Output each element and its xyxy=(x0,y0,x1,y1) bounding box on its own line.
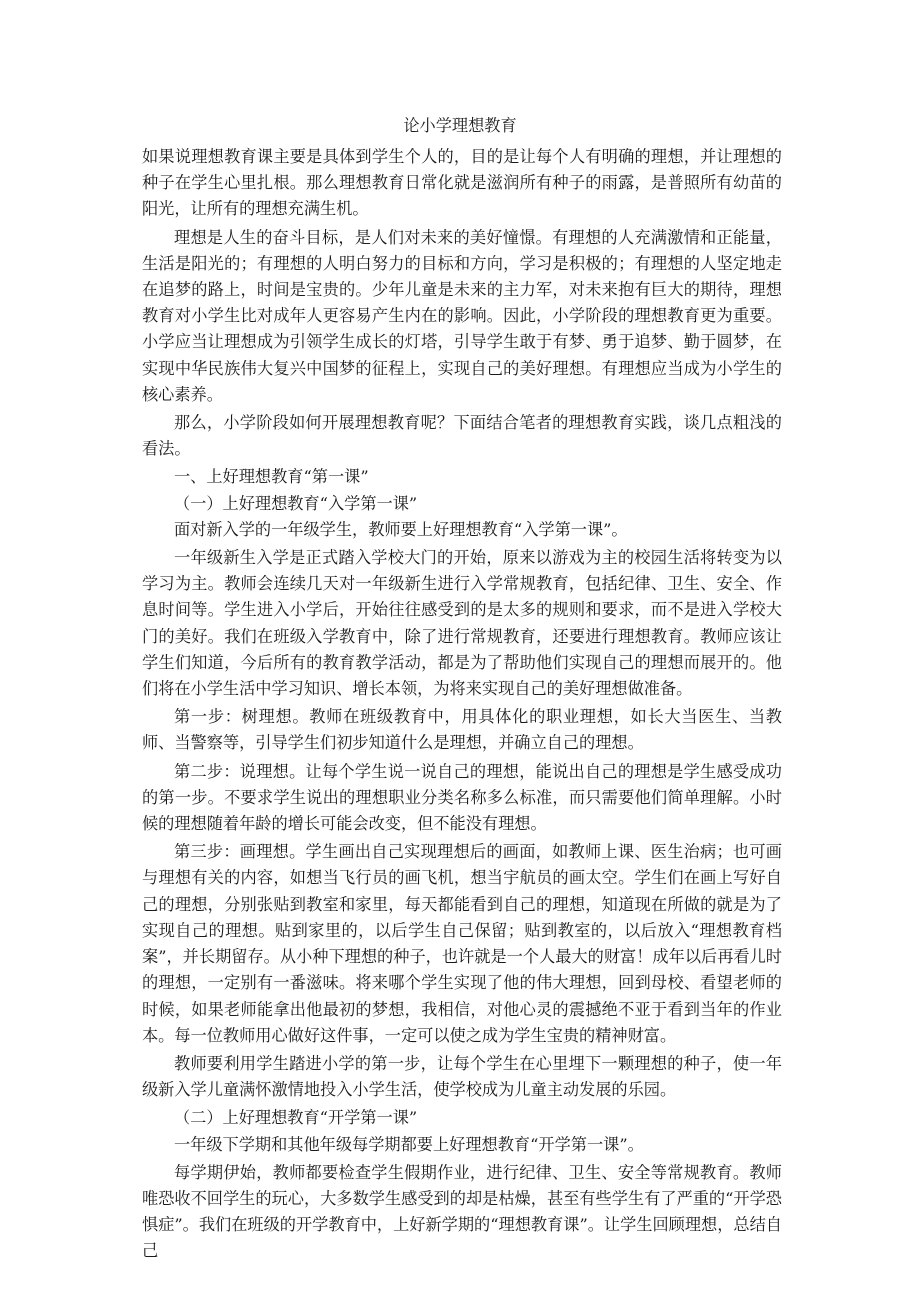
paragraph: 理想是人生的奋斗目标，是人们对未来的美好憧憬。有理想的人充满激情和正能量，生活是阳光的；有理想的人明白努力的目标和方向，学习是积极的；有理想的人坚定地走在追梦的路上，时间是宝贵的。少年儿童是未来的主力军，对未来抱有巨大的期待，理想教育对小学生比对成年人更容易产生内在的影响。因此，小学阶段的理想教育更为重要。小学应当让理想成为引领学生成长的灯塔，引导学生敢于有梦、勇于追梦、勤于圆梦，在实现中华民族伟大复兴中国梦的征程上，实现自己的美好理想。有理想应当成为小学生的核心素养。 xyxy=(142,227,782,404)
paragraph: 面对新入学的一年级学生，教师要上好理想教育“入学第一课”。 xyxy=(174,519,628,539)
document-title: 论小学理想教育 xyxy=(403,116,517,135)
subsection-heading: （一）上好理想教育“入学第一课” xyxy=(174,493,418,513)
paragraph: 第一步：树理想。教师在班级教育中，用具体化的职业理想，如长大当医生、当教师、当警察等，引导学生们初步知道什么是理想，并确立自己的理想。 xyxy=(142,707,782,753)
paragraph: 一年级新生入学是正式踏入学校大门的开始，原来以游戏为主的校园生活将转变为以学习为主。教师会连续几天对一年级新生进行入学常规教育，包括纪律、卫生、安全、作息时间等。学生进入小学后，开始往往感受到的是太多的规则和要求，而不是进入学校大门的美好。我们在班级入学教育中，除了进行常规教育，还要进行理想教育。教师应该让学生们知道，今后所有的教育教学活动，都是为了帮助他们实现自己的理想而展开的。他们将在小学生活中学习知识、增长本领，为将来实现自己的美好理想做准备。 xyxy=(142,548,782,699)
paragraph: 每学期伊始，教师都要检查学生假期作业，进行纪律、卫生、安全等常规教育。教师唯恐收不回学生的玩心，大多数学生感受到的却是枯燥，甚至有些学生有了严重的“开学恐惧症”。我们在班级的开学教育中，上好新学期的“理想教育课”。让学生回顾理想，总结自己 xyxy=(142,1162,782,1261)
paragraph: 第三步：画理想。学生画出自己实现理想后的画面，如教师上课、医生治病；也可画与理想有关的内容，如想当飞行员的画飞机，想当宇航员的画太空。学生们在画上写好自己的理想，分别张贴到教室和家里，每天都能看到自己的理想，知道现在所做的就是为了实现自己的理想。贴到家里的，以后学生自己保留；贴到教室的，以后放入“理想教育档案”，并长期留存。从小种下理想的种子，也许就是一个人最大的财富！成年以后再看儿时的理想，一定别有一番滋味。将来哪个学生实现了他的伟大理想，回到母校、看望老师的时候，如果老师能拿出他最初的梦想，我相信，对他心灵的震撼绝不亚于看到当年的作业本。每一位教师用心做好这件事，一定可以使之成为学生宝贵的精神财富。 xyxy=(142,842,782,1045)
section-heading: 一、上好理想教育“第一课” xyxy=(174,467,369,487)
document-body xyxy=(142,144,782,1265)
subsection-heading: （二）上好理想教育“开学第一课” xyxy=(174,1108,418,1128)
paragraph: 教师要利用学生踏进小学的第一步，让每个学生在心里埋下一颗理想的种子，使一年级新入学儿童满怀激情地投入小学生活，使学校成为儿童主动发展的乐园。 xyxy=(142,1053,782,1100)
paragraph: 一年级下学期和其他年级每学期都要上好理想教育“开学第一课”。 xyxy=(174,1134,644,1154)
paragraph-intro: 如果说理想教育课主要是具体到学生个人的，目的是让每个人有明确的理想，并让理想的种子在学生心里扎根。那么理想教育日常化就是滋润所有种子的雨露，是普照所有幼苗的阳光，让所有的理想充满生机。 xyxy=(142,147,782,219)
paragraph: 第二步：说理想。让每个学生说一说自己的理想，能说出自己的理想是学生感受成功的第一步。不要求学生说出的理想职业分类名称多么标准，而只需要他们简单理解。小时候的理想随着年龄的增长可能会改变，但不能没有理想。 xyxy=(142,761,782,834)
paragraph: 那么，小学阶段如何开展理想教育呢？下面结合笔者的理想教育实践，谈几点粗浅的看法。 xyxy=(142,413,782,459)
